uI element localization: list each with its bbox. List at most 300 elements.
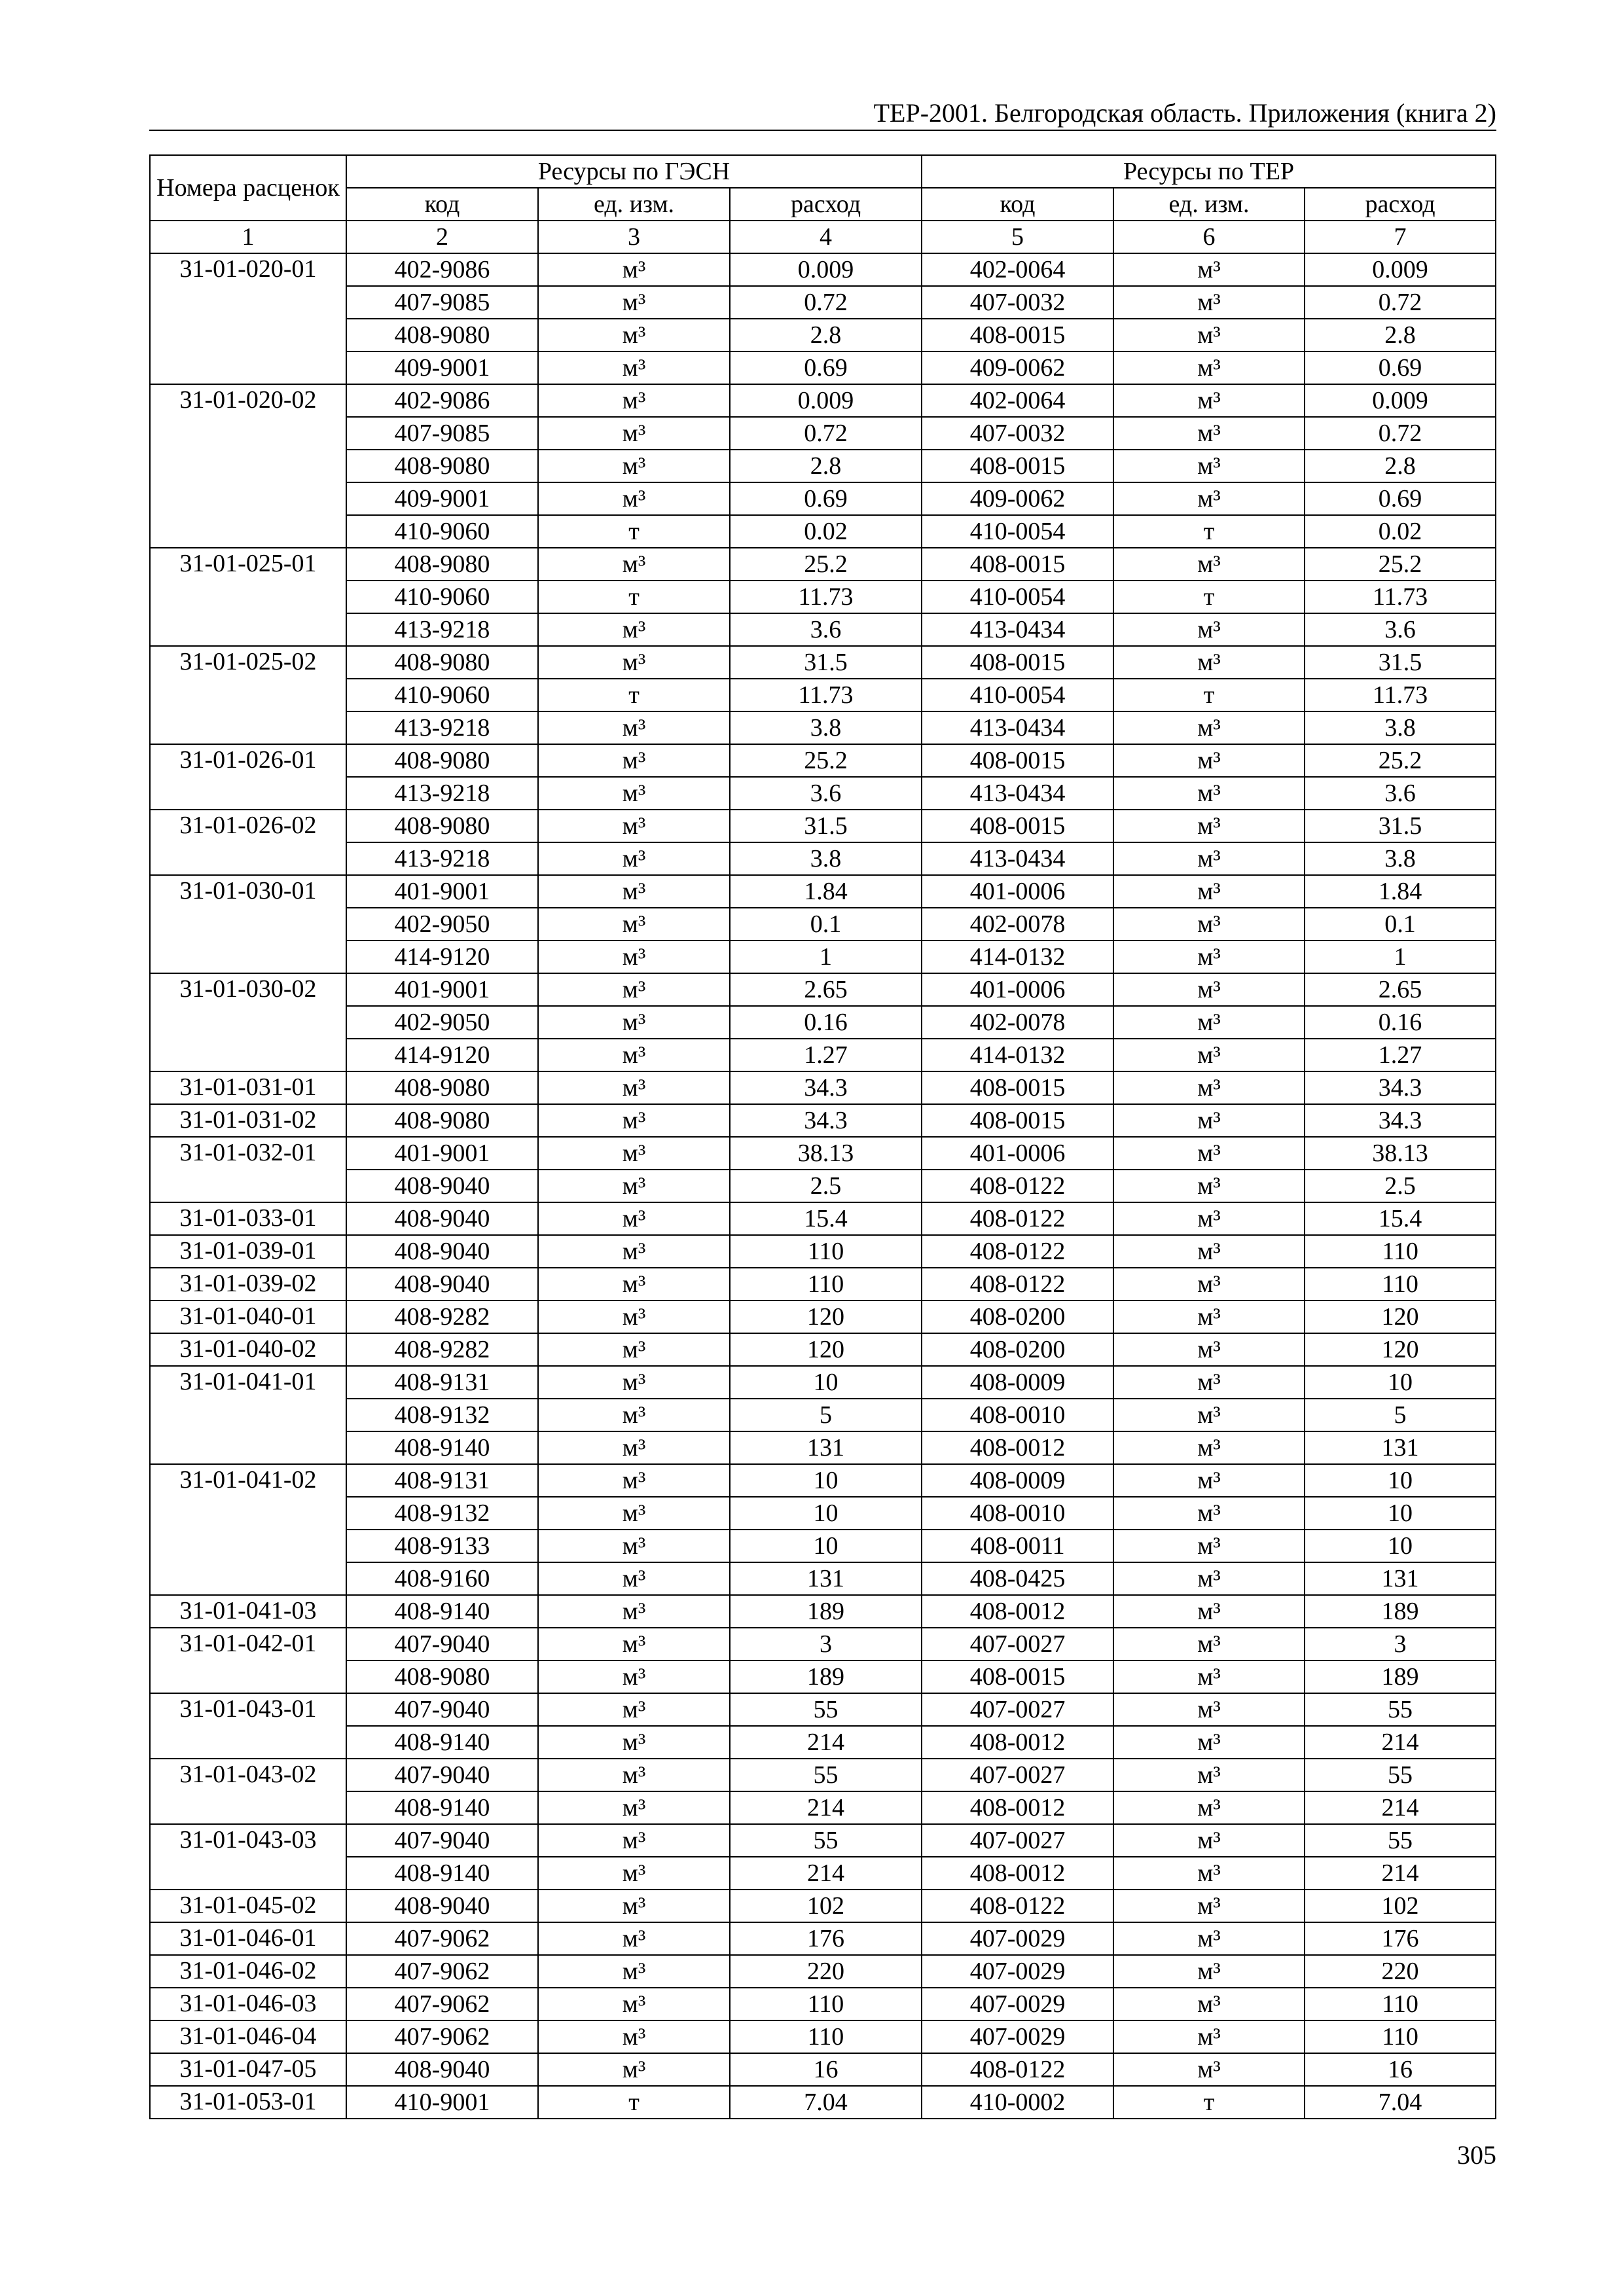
gesn-amount-cell: 34.3 (730, 1071, 922, 1104)
table-row (150, 1824, 1496, 1857)
gesn-amount-cell: 55 (730, 1693, 922, 1726)
gesn-amount-cell: 3.8 (730, 711, 922, 744)
ter-code-cell: 402-0064 (922, 253, 1113, 286)
gesn-unit-cell: м³ (538, 1922, 730, 1955)
ter-unit-cell: м³ (1113, 842, 1305, 875)
gesn-amount-cell: 10 (730, 1497, 922, 1530)
ter-amount-cell: 110 (1305, 1268, 1496, 1300)
gesn-unit-cell: м³ (538, 1628, 730, 1660)
ter-unit-cell: м³ (1113, 1399, 1305, 1431)
ter-unit-cell: м³ (1113, 1595, 1305, 1628)
rate-number-cell: 31-01-030-01 (150, 875, 346, 973)
gesn-unit-cell: м³ (538, 1530, 730, 1562)
gesn-amount-cell: 2.65 (730, 973, 922, 1006)
ter-amount-cell: 120 (1305, 1300, 1496, 1333)
table-row (150, 1006, 1496, 1039)
rate-number-cell: 31-01-046-04 (150, 2020, 346, 2053)
ter-unit-cell: м³ (1113, 1300, 1305, 1333)
table-row (150, 1530, 1496, 1562)
ter-code-cell: 408-0012 (922, 1595, 1113, 1628)
table-row (150, 1890, 1496, 1922)
rate-number-cell: 31-01-031-02 (150, 1104, 346, 1137)
ter-code-cell: 408-0122 (922, 1170, 1113, 1202)
header-rate-numbers: Номера расценок (150, 155, 346, 221)
ter-unit-cell: м³ (1113, 711, 1305, 744)
ter-amount-cell: 214 (1305, 1857, 1496, 1890)
ter-unit-cell: м³ (1113, 417, 1305, 450)
gesn-unit-cell: м³ (538, 973, 730, 1006)
gesn-unit-cell: м³ (538, 646, 730, 679)
ter-amount-cell: 131 (1305, 1431, 1496, 1464)
gesn-unit-cell: м³ (538, 1693, 730, 1726)
ter-amount-cell: 11.73 (1305, 679, 1496, 711)
gesn-unit-cell: м³ (538, 1890, 730, 1922)
ter-code-cell: 413-0434 (922, 777, 1113, 810)
table-row (150, 1202, 1496, 1235)
ter-code-cell: 408-0200 (922, 1333, 1113, 1366)
ter-amount-cell: 3.8 (1305, 711, 1496, 744)
gesn-amount-cell: 0.009 (730, 253, 922, 286)
gesn-unit-cell: м³ (538, 2053, 730, 2086)
table-row (150, 810, 1496, 842)
rate-number-cell: 31-01-046-02 (150, 1955, 346, 1988)
ter-code-cell: 408-0122 (922, 1890, 1113, 1922)
header-row-2 (150, 188, 1496, 221)
gesn-code-cell: 408-9080 (346, 548, 538, 581)
gesn-amount-cell: 214 (730, 1857, 922, 1890)
ter-code-cell: 408-0015 (922, 450, 1113, 482)
ter-amount-cell: 176 (1305, 1922, 1496, 1955)
page-number: 305 (1457, 2140, 1496, 2170)
ter-unit-cell: м³ (1113, 1071, 1305, 1104)
ter-amount-cell: 55 (1305, 1824, 1496, 1857)
gesn-unit-cell: м³ (538, 875, 730, 908)
gesn-code-cell: 408-9040 (346, 1890, 538, 1922)
ter-amount-cell: 3 (1305, 1628, 1496, 1660)
ter-amount-cell: 3.6 (1305, 613, 1496, 646)
table-row (150, 2053, 1496, 2086)
header-ter-unit: ед. изм. (1113, 188, 1305, 221)
gesn-code-cell: 413-9218 (346, 777, 538, 810)
gesn-code-cell: 407-9040 (346, 1693, 538, 1726)
ter-unit-cell: м³ (1113, 1202, 1305, 1235)
gesn-unit-cell: м³ (538, 1137, 730, 1170)
ter-unit-cell: м³ (1113, 253, 1305, 286)
ter-code-cell: 408-0015 (922, 1660, 1113, 1693)
gesn-code-cell: 408-9040 (346, 2053, 538, 2086)
gesn-code-cell: 408-9132 (346, 1497, 538, 1530)
gesn-unit-cell: м³ (538, 1202, 730, 1235)
ter-code-cell: 410-0002 (922, 2086, 1113, 2119)
ter-unit-cell: м³ (1113, 1955, 1305, 1988)
table-row (150, 711, 1496, 744)
gesn-code-cell: 408-9080 (346, 744, 538, 777)
ter-unit-cell: м³ (1113, 941, 1305, 973)
ter-code-cell: 407-0027 (922, 1759, 1113, 1791)
gesn-amount-cell: 11.73 (730, 679, 922, 711)
ter-code-cell: 410-0054 (922, 515, 1113, 548)
column-number-row (150, 221, 1496, 253)
rate-number-cell: 31-01-033-01 (150, 1202, 346, 1235)
ter-amount-cell: 25.2 (1305, 548, 1496, 581)
rate-number-cell: 31-01-030-02 (150, 973, 346, 1071)
ter-code-cell: 407-0029 (922, 1955, 1113, 1988)
ter-code-cell: 401-0006 (922, 875, 1113, 908)
table-head (150, 155, 1496, 253)
gesn-unit-cell: м³ (538, 548, 730, 581)
gesn-amount-cell: 176 (730, 1922, 922, 1955)
ter-unit-cell: м³ (1113, 384, 1305, 417)
gesn-unit-cell: т (538, 679, 730, 711)
ter-unit-cell: м³ (1113, 810, 1305, 842)
gesn-amount-cell: 3.6 (730, 613, 922, 646)
gesn-code-cell: 414-9120 (346, 941, 538, 973)
ter-code-cell: 414-0132 (922, 1039, 1113, 1071)
ter-amount-cell: 2.65 (1305, 973, 1496, 1006)
ter-unit-cell: м³ (1113, 450, 1305, 482)
ter-amount-cell: 38.13 (1305, 1137, 1496, 1170)
gesn-unit-cell: м³ (538, 1497, 730, 1530)
table-body (150, 253, 1496, 2119)
gesn-code-cell: 410-9001 (346, 2086, 538, 2119)
table-row (150, 253, 1496, 286)
gesn-amount-cell: 0.72 (730, 417, 922, 450)
ter-amount-cell: 0.72 (1305, 286, 1496, 319)
gesn-unit-cell: м³ (538, 711, 730, 744)
gesn-code-cell: 408-9040 (346, 1268, 538, 1300)
gesn-code-cell: 401-9001 (346, 973, 538, 1006)
header-ter-code: код (922, 188, 1113, 221)
gesn-unit-cell: м³ (538, 1857, 730, 1890)
ter-unit-cell: м³ (1113, 2020, 1305, 2053)
ter-code-cell: 408-0122 (922, 1268, 1113, 1300)
gesn-unit-cell: м³ (538, 1431, 730, 1464)
rate-number-cell: 31-01-043-01 (150, 1693, 346, 1759)
table-row (150, 1170, 1496, 1202)
gesn-code-cell: 407-9062 (346, 1922, 538, 1955)
ter-amount-cell: 214 (1305, 1791, 1496, 1824)
ter-unit-cell: м³ (1113, 1693, 1305, 1726)
ter-amount-cell: 7.04 (1305, 2086, 1496, 2119)
ter-amount-cell: 34.3 (1305, 1104, 1496, 1137)
ter-code-cell: 408-0200 (922, 1300, 1113, 1333)
ter-code-cell: 414-0132 (922, 941, 1113, 973)
rate-number-cell: 31-01-053-01 (150, 2086, 346, 2119)
ter-amount-cell: 25.2 (1305, 744, 1496, 777)
ter-amount-cell: 2.8 (1305, 319, 1496, 351)
gesn-amount-cell: 220 (730, 1955, 922, 1988)
table-row (150, 613, 1496, 646)
ter-unit-cell: т (1113, 515, 1305, 548)
table-row (150, 351, 1496, 384)
gesn-code-cell: 407-9040 (346, 1824, 538, 1857)
table-row (150, 384, 1496, 417)
table-row (150, 1137, 1496, 1170)
ter-amount-cell: 1 (1305, 941, 1496, 973)
ter-unit-cell: м³ (1113, 1660, 1305, 1693)
ter-amount-cell: 214 (1305, 1726, 1496, 1759)
rate-number-cell: 31-01-043-03 (150, 1824, 346, 1890)
gesn-amount-cell: 110 (730, 1268, 922, 1300)
rate-number-cell: 31-01-047-05 (150, 2053, 346, 2086)
ter-amount-cell: 0.009 (1305, 384, 1496, 417)
ter-unit-cell: м³ (1113, 1857, 1305, 1890)
ter-amount-cell: 15.4 (1305, 1202, 1496, 1235)
gesn-unit-cell: м³ (538, 1333, 730, 1366)
gesn-unit-cell: м³ (538, 1759, 730, 1791)
table-row (150, 1660, 1496, 1693)
rate-number-cell: 31-01-020-02 (150, 384, 346, 548)
gesn-unit-cell: т (538, 515, 730, 548)
gesn-code-cell: 408-9140 (346, 1857, 538, 1890)
ter-code-cell: 408-0015 (922, 1104, 1113, 1137)
gesn-code-cell: 410-9060 (346, 515, 538, 548)
ter-amount-cell: 1.27 (1305, 1039, 1496, 1071)
gesn-unit-cell: м³ (538, 1300, 730, 1333)
gesn-code-cell: 408-9140 (346, 1726, 538, 1759)
table-row (150, 1988, 1496, 2020)
gesn-unit-cell: м³ (538, 1399, 730, 1431)
ter-amount-cell: 0.02 (1305, 515, 1496, 548)
rate-number-cell: 31-01-026-02 (150, 810, 346, 875)
ter-unit-cell: м³ (1113, 1988, 1305, 2020)
table-row (150, 2086, 1496, 2119)
ter-unit-cell: м³ (1113, 1431, 1305, 1464)
ter-unit-cell: м³ (1113, 1039, 1305, 1071)
gesn-code-cell: 409-9001 (346, 482, 538, 515)
ter-unit-cell: м³ (1113, 908, 1305, 941)
rate-number-cell: 31-01-041-01 (150, 1366, 346, 1464)
ter-amount-cell: 3.8 (1305, 842, 1496, 875)
gesn-unit-cell: м³ (538, 2020, 730, 2053)
ter-amount-cell: 110 (1305, 1988, 1496, 2020)
gesn-unit-cell: м³ (538, 1562, 730, 1595)
rate-number-cell: 31-01-020-01 (150, 253, 346, 384)
ter-code-cell: 408-0015 (922, 319, 1113, 351)
gesn-code-cell: 408-9080 (346, 1660, 538, 1693)
ter-unit-cell: м³ (1113, 1562, 1305, 1595)
rate-number-cell: 31-01-042-01 (150, 1628, 346, 1693)
ter-amount-cell: 0.16 (1305, 1006, 1496, 1039)
gesn-amount-cell: 2.5 (730, 1170, 922, 1202)
gesn-code-cell: 401-9001 (346, 1137, 538, 1170)
ter-amount-cell: 189 (1305, 1660, 1496, 1693)
rate-number-cell: 31-01-031-01 (150, 1071, 346, 1104)
ter-unit-cell: м³ (1113, 351, 1305, 384)
gesn-code-cell: 409-9001 (346, 351, 538, 384)
ter-unit-cell: м³ (1113, 1726, 1305, 1759)
ter-amount-cell: 0.69 (1305, 351, 1496, 384)
gesn-unit-cell: м³ (538, 613, 730, 646)
gesn-code-cell: 401-9001 (346, 875, 538, 908)
ter-amount-cell: 110 (1305, 2020, 1496, 2053)
gesn-unit-cell: м³ (538, 1235, 730, 1268)
rate-number-cell: 31-01-025-01 (150, 548, 346, 646)
gesn-code-cell: 408-9040 (346, 1202, 538, 1235)
gesn-code-cell: 408-9131 (346, 1366, 538, 1399)
ter-unit-cell: м³ (1113, 1530, 1305, 1562)
ter-code-cell: 401-0006 (922, 973, 1113, 1006)
gesn-amount-cell: 110 (730, 1235, 922, 1268)
gesn-amount-cell: 1.27 (730, 1039, 922, 1071)
ter-unit-cell: м³ (1113, 1006, 1305, 1039)
page-header-title: ТЕР-2001. Белгородская область. Приложения (книга 2) (873, 98, 1496, 128)
gesn-unit-cell: м³ (538, 450, 730, 482)
ter-code-cell: 402-0078 (922, 1006, 1113, 1039)
gesn-amount-cell: 214 (730, 1726, 922, 1759)
ter-unit-cell: м³ (1113, 613, 1305, 646)
table-row (150, 1857, 1496, 1890)
gesn-code-cell: 407-9085 (346, 286, 538, 319)
ter-amount-cell: 3.6 (1305, 777, 1496, 810)
ter-unit-cell: м³ (1113, 1922, 1305, 1955)
gesn-unit-cell: м³ (538, 1464, 730, 1497)
gesn-unit-cell: м³ (538, 1039, 730, 1071)
gesn-amount-cell: 0.1 (730, 908, 922, 941)
ter-code-cell: 413-0434 (922, 613, 1113, 646)
table-row (150, 1759, 1496, 1791)
ter-unit-cell: м³ (1113, 1464, 1305, 1497)
table-row (150, 777, 1496, 810)
gesn-unit-cell: м³ (538, 1268, 730, 1300)
rate-number-cell: 31-01-032-01 (150, 1137, 346, 1202)
gesn-code-cell: 408-9140 (346, 1791, 538, 1824)
ter-amount-cell: 131 (1305, 1562, 1496, 1595)
column-number: 3 (538, 221, 730, 253)
gesn-code-cell: 402-9050 (346, 1006, 538, 1039)
gesn-code-cell: 408-9140 (346, 1431, 538, 1464)
ter-unit-cell: т (1113, 2086, 1305, 2119)
gesn-unit-cell: м³ (538, 1791, 730, 1824)
table-row (150, 1333, 1496, 1366)
table-row (150, 1268, 1496, 1300)
gesn-unit-cell: м³ (538, 1595, 730, 1628)
column-number: 1 (150, 221, 346, 253)
gesn-unit-cell: м³ (538, 286, 730, 319)
gesn-amount-cell: 16 (730, 2053, 922, 2086)
table-row (150, 1791, 1496, 1824)
gesn-code-cell: 408-9080 (346, 810, 538, 842)
ter-unit-cell: м³ (1113, 744, 1305, 777)
ter-code-cell: 409-0062 (922, 351, 1113, 384)
ter-amount-cell: 0.72 (1305, 417, 1496, 450)
column-number: 5 (922, 221, 1113, 253)
table-row (150, 319, 1496, 351)
column-number: 7 (1305, 221, 1496, 253)
gesn-amount-cell: 110 (730, 2020, 922, 2053)
gesn-amount-cell: 55 (730, 1759, 922, 1791)
gesn-code-cell: 408-9132 (346, 1399, 538, 1431)
gesn-amount-cell: 11.73 (730, 581, 922, 613)
table-row (150, 1399, 1496, 1431)
ter-unit-cell: т (1113, 581, 1305, 613)
table-row (150, 1039, 1496, 1071)
ter-code-cell: 409-0062 (922, 482, 1113, 515)
gesn-unit-cell: м³ (538, 1824, 730, 1857)
gesn-amount-cell: 7.04 (730, 2086, 922, 2119)
rate-number-cell: 31-01-041-02 (150, 1464, 346, 1595)
gesn-amount-cell: 38.13 (730, 1137, 922, 1170)
gesn-amount-cell: 0.16 (730, 1006, 922, 1039)
rate-number-cell: 31-01-043-02 (150, 1759, 346, 1824)
gesn-code-cell: 408-9160 (346, 1562, 538, 1595)
ter-code-cell: 402-0078 (922, 908, 1113, 941)
header-row-1 (150, 155, 1496, 188)
ter-unit-cell: м³ (1113, 319, 1305, 351)
table-row (150, 581, 1496, 613)
ter-unit-cell: м³ (1113, 1824, 1305, 1857)
gesn-amount-cell: 214 (730, 1791, 922, 1824)
table-row (150, 1726, 1496, 1759)
gesn-code-cell: 408-9131 (346, 1464, 538, 1497)
rate-number-cell: 31-01-025-02 (150, 646, 346, 744)
gesn-code-cell: 413-9218 (346, 613, 538, 646)
ter-unit-cell: м³ (1113, 1170, 1305, 1202)
gesn-code-cell: 408-9140 (346, 1595, 538, 1628)
ter-amount-cell: 11.73 (1305, 581, 1496, 613)
table-row (150, 1071, 1496, 1104)
ter-unit-cell: м³ (1113, 482, 1305, 515)
gesn-code-cell: 407-9040 (346, 1628, 538, 1660)
gesn-code-cell: 408-9133 (346, 1530, 538, 1562)
rate-number-cell: 31-01-039-01 (150, 1235, 346, 1268)
gesn-code-cell: 408-9080 (346, 646, 538, 679)
gesn-amount-cell: 3 (730, 1628, 922, 1660)
ter-unit-cell: м³ (1113, 2053, 1305, 2086)
table-row (150, 1628, 1496, 1660)
gesn-unit-cell: м³ (538, 1071, 730, 1104)
ter-unit-cell: м³ (1113, 1628, 1305, 1660)
ter-code-cell: 407-0027 (922, 1628, 1113, 1660)
gesn-amount-cell: 120 (730, 1333, 922, 1366)
table-row (150, 548, 1496, 581)
gesn-amount-cell: 2.8 (730, 319, 922, 351)
gesn-amount-cell: 31.5 (730, 810, 922, 842)
rate-number-cell: 31-01-046-03 (150, 1988, 346, 2020)
header-gesn-code: код (346, 188, 538, 221)
ter-unit-cell: м³ (1113, 1497, 1305, 1530)
ter-code-cell: 408-0010 (922, 1497, 1113, 1530)
gesn-code-cell: 402-9050 (346, 908, 538, 941)
table-row (150, 417, 1496, 450)
table-row (150, 1300, 1496, 1333)
ter-amount-cell: 5 (1305, 1399, 1496, 1431)
ter-code-cell: 407-0029 (922, 2020, 1113, 2053)
ter-code-cell: 408-0122 (922, 1202, 1113, 1235)
gesn-unit-cell: м³ (538, 941, 730, 973)
gesn-code-cell: 410-9060 (346, 581, 538, 613)
ter-code-cell: 408-0012 (922, 1857, 1113, 1890)
gesn-code-cell: 408-9080 (346, 319, 538, 351)
gesn-unit-cell: м³ (538, 253, 730, 286)
ter-code-cell: 408-0015 (922, 744, 1113, 777)
ter-code-cell: 408-0009 (922, 1464, 1113, 1497)
gesn-amount-cell: 131 (730, 1562, 922, 1595)
table-row (150, 1104, 1496, 1137)
gesn-unit-cell: м³ (538, 482, 730, 515)
table-row (150, 875, 1496, 908)
ter-unit-cell: м³ (1113, 1268, 1305, 1300)
header-ter-amount: расход (1305, 188, 1496, 221)
ter-amount-cell: 2.8 (1305, 450, 1496, 482)
ter-code-cell: 407-0027 (922, 1693, 1113, 1726)
table-row (150, 1464, 1496, 1497)
gesn-amount-cell: 102 (730, 1890, 922, 1922)
ter-amount-cell: 10 (1305, 1497, 1496, 1530)
ter-code-cell: 410-0054 (922, 581, 1113, 613)
rate-number-cell: 31-01-045-02 (150, 1890, 346, 1922)
ter-code-cell: 408-0122 (922, 2053, 1113, 2086)
